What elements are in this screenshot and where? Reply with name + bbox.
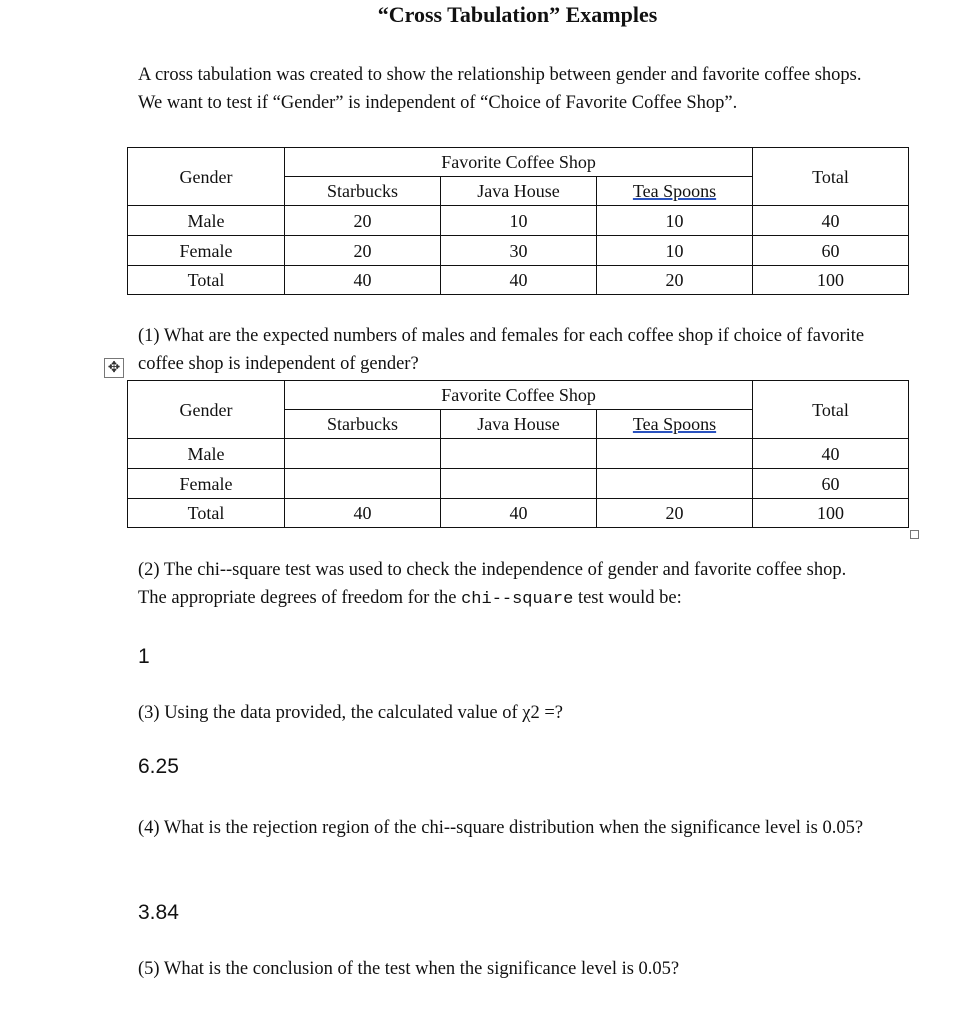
question-2-end: test would be: xyxy=(573,588,682,608)
total-header: Total xyxy=(753,381,909,439)
resize-handle-icon[interactable] xyxy=(910,530,919,539)
group-header: Favorite Coffee Shop xyxy=(285,148,753,177)
table-cell: 60 xyxy=(753,469,909,499)
table-cell: 40 xyxy=(753,439,909,469)
table-cell[interactable] xyxy=(441,439,597,469)
column-header: Tea Spoons xyxy=(597,177,753,206)
table-cell: 40 xyxy=(753,206,909,236)
answer-4: 3.84 xyxy=(138,901,179,924)
row-label: Female xyxy=(128,236,285,266)
table-row xyxy=(128,469,909,499)
table-cell: 10 xyxy=(597,206,753,236)
table-cell: 100 xyxy=(753,266,909,295)
table-cell: 40 xyxy=(285,266,441,295)
expected-table xyxy=(127,380,909,528)
answer-2: 1 xyxy=(138,645,150,668)
row-label: Male xyxy=(128,206,285,236)
table-cell[interactable] xyxy=(285,439,441,469)
question-2-term: chi‑‑square xyxy=(461,590,574,609)
table-row xyxy=(128,499,909,528)
table-cell: 20 xyxy=(285,206,441,236)
table-cell[interactable] xyxy=(597,439,753,469)
page-title: “Cross Tabulation” Examples xyxy=(377,2,658,27)
question-5: (5) What is the conclusion of the test when the significance level is 0.05? xyxy=(138,959,680,979)
table-cell: 10 xyxy=(441,206,597,236)
intro-paragraph: A cross tabulation was created to show the relationship between gender and favorite coffee shops. We want to test if “Gender” is independent of “Choice of Favorite Coffee Shop”. xyxy=(138,65,862,113)
table-row xyxy=(128,266,909,295)
column-header: Java House xyxy=(441,410,597,439)
move-handle-icon[interactable]: ✥ xyxy=(104,358,124,378)
gender-header: Gender xyxy=(128,148,285,206)
table-cell: 100 xyxy=(753,499,909,528)
row-label: Female xyxy=(128,469,285,499)
row-label: Male xyxy=(128,439,285,469)
table-cell[interactable] xyxy=(597,469,753,499)
total-header: Total xyxy=(753,148,909,206)
question-2-text: (2) The chi‑‑square test was used to check the independence of gender and favorite coffee shop. The appropriate degrees of freedom for the xyxy=(138,560,847,608)
column-header: Java House xyxy=(441,177,597,206)
answer-3: 6.25 xyxy=(138,755,179,778)
table-cell: 20 xyxy=(597,499,753,528)
row-label: Total xyxy=(128,266,285,295)
question-3: (3) Using the data provided, the calculated value of χ2 =? xyxy=(138,703,563,723)
group-header: Favorite Coffee Shop xyxy=(285,381,753,410)
table-cell: 40 xyxy=(441,499,597,528)
table-cell: 40 xyxy=(441,266,597,295)
table-cell: 30 xyxy=(441,236,597,266)
table-cell: 20 xyxy=(597,266,753,295)
question-2 xyxy=(138,556,878,614)
table-row xyxy=(128,206,909,236)
column-header: Starbucks xyxy=(285,177,441,206)
table-cell: 20 xyxy=(285,236,441,266)
table-row xyxy=(128,439,909,469)
table-row xyxy=(128,236,909,266)
table-cell[interactable] xyxy=(285,469,441,499)
cross-tab-table xyxy=(127,147,909,295)
column-header: Tea Spoons xyxy=(597,410,753,439)
row-label: Total xyxy=(128,499,285,528)
column-header: Starbucks xyxy=(285,410,441,439)
table-cell: 10 xyxy=(597,236,753,266)
question-4: (4) What is the rejection region of the chi‑‑square distribution when the significance level is 0.05? xyxy=(138,818,864,838)
table-cell[interactable] xyxy=(441,469,597,499)
gender-header: Gender xyxy=(128,381,285,439)
question-1: (1) What are the expected numbers of males and females for each coffee shop if choice of favorite coffee shop is independent of gender? xyxy=(138,326,865,374)
table-cell: 40 xyxy=(285,499,441,528)
table-cell: 60 xyxy=(753,236,909,266)
